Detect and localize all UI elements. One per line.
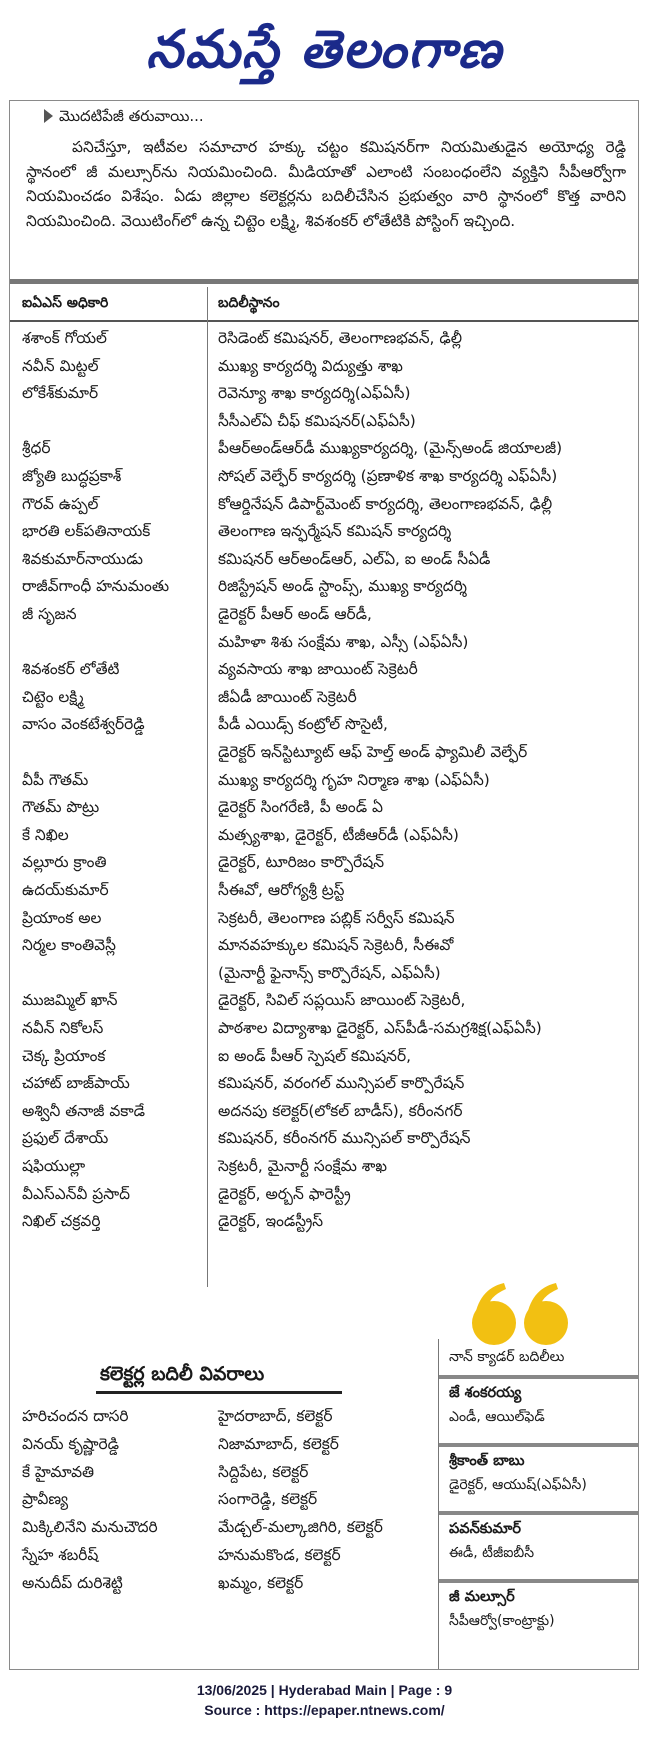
officer-post: కమిషనర్, వరంగల్ మున్సిపల్ కార్పొరేషన్: [218, 1074, 465, 1093]
officer-name: వల్లూరు క్రాంతి: [22, 853, 107, 872]
non-cadre-post: సీపీఆర్వో(కాంట్రాక్టు): [449, 1613, 555, 1629]
officer-name: ముజమ్మిల్ ఖాన్: [22, 991, 118, 1010]
table-top-rule: [10, 279, 639, 284]
masthead: [0, 0, 649, 100]
collector-name: మిక్కిలినేని మనుచౌదరి: [22, 1518, 158, 1537]
officer-name: గౌతమ్ పొట్రు: [22, 798, 100, 817]
officer-post: రెసిడెంట్ కమిషనర్, తెలంగాణభవన్, ఢిల్లీ: [218, 329, 462, 347]
table-header-rule: [10, 320, 639, 322]
arrow-right-icon: [44, 109, 53, 123]
header-officer: ఐఏఎస్ అధికారి: [22, 295, 109, 311]
officer-post: డైరెక్టర్, ఇండస్ట్రీస్: [218, 1212, 324, 1231]
separator: [439, 1375, 639, 1379]
header-post: బదిలీస్థానం: [218, 295, 280, 311]
non-cadre-post: ఎండీ, ఆయిల్‌ఫెడ్: [449, 1409, 545, 1425]
officer-post: జీఏడీ జాయింట్ సెక్రెటరీ: [218, 687, 357, 706]
officer-post: సెక్రటరీ, తెలంగాణ పబ్లిక్ సర్వీస్ కమిషన్: [218, 908, 455, 927]
officer-name: శివశంకర్ లోతేటి: [22, 660, 120, 679]
officer-name: నిర్మల కాంతివెస్లీ: [22, 936, 116, 955]
officer-name: శ్రీధర్: [22, 439, 51, 458]
officer-post: డైరెక్టర్, అర్బన్ ఫారెస్ట్రీ: [218, 1184, 351, 1203]
table-header: [10, 287, 639, 319]
officer-name: జ్యోతి బుద్ధప్రకాశ్: [22, 467, 122, 485]
officer-name: భారతి లక్‌పతినాయక్: [22, 522, 151, 541]
officer-name: చెక్క ప్రియాంక: [22, 1046, 106, 1065]
collector-name: హరిచందన దాసరి: [22, 1407, 129, 1425]
officer-name: నవీన్ మిట్టల్: [22, 356, 99, 375]
separator: [439, 1443, 639, 1447]
news-clipping: [9, 100, 639, 1670]
officer-post: డైరెక్టర్, సివిల్ సప్లయిస్ జాయింట్ సెక్రెటరీ,: [218, 991, 466, 1010]
collector-post: హనుమకొండ, కలెక్టర్: [218, 1546, 341, 1564]
non-cadre-name: జే శంకరయ్య: [449, 1385, 522, 1401]
officer-name: కే నిఖిల: [22, 825, 69, 844]
non-cadre-name: శ్రీకాంత్ బాబు: [449, 1453, 525, 1469]
collector-name: ప్రావీణ్య: [22, 1490, 69, 1509]
collector-post: మేడ్చల్-మల్కాజిగిరి, కలెక్టర్: [218, 1518, 383, 1537]
officer-name: ప్రియాంక అల: [22, 908, 102, 927]
non-cadre-title: నాన్ క్యాడర్ బదిలీలు: [449, 1349, 565, 1365]
collector-post: సంగారెడ్డి, కలెక్టర్: [218, 1490, 318, 1509]
officer-name: గౌరవ్ ఉప్పల్: [22, 494, 99, 513]
officer-post: పాఠశాల విద్యాశాఖ డైరెక్టర్, ఎస్‌పీడీ-సమగ్రశిక్ష(ఎఫ్ఏసీ): [218, 1019, 542, 1037]
officer-post: డైరెక్టర్ పీఆర్ అండ్ ఆర్‌డీ,: [218, 605, 372, 623]
continued-text: మొదటిపేజీ తరువాయి...: [59, 107, 204, 125]
separator: [439, 1511, 639, 1515]
newspaper-title: నమస్తే తెలంగాణ: [146, 19, 503, 80]
non-cadre-post: డైరెక్టర్, ఆయుష్(ఎఫ్ఏసీ): [449, 1477, 587, 1493]
officer-name: నిఖిల్ చక్రవర్తి: [22, 1212, 101, 1231]
officer-post: సీసీఎల్ఏ చీఫ్ కమిషనర్(ఎఫ్ఏసీ): [218, 411, 416, 430]
officer-post: రెవెన్యూ శాఖ కార్యదర్శి(ఎఫ్ఏసీ): [218, 384, 411, 403]
officer-post: డైరెక్టర్ ఇన్‌స్టిట్యూట్ ఆఫ్ హెల్త్ అండ్ ఫ్యామిలీ వెల్ఫేర్: [218, 743, 528, 761]
continued-label: [44, 107, 204, 129]
officer-post: సీఈవో, ఆరోగ్యశ్రీ ట్రస్ట్: [218, 881, 345, 899]
collector-name: అనుదీప్ దురిశెట్టి: [22, 1573, 123, 1592]
officer-name: ఉదయ్‌కుమార్: [22, 881, 109, 899]
officer-name: షఫియుల్లా: [22, 1157, 86, 1175]
officer-name: శివకుమార్‌నాయుడు: [22, 549, 143, 568]
footer: [0, 1680, 649, 1720]
officer-post: సోషల్ వెల్ఫేర్ కార్యదర్శి (ప్రణాళిక శాఖ కార్యదర్శి ఎఫ్ఏసీ): [218, 467, 558, 485]
officer-name: శశాంక్ గోయల్: [22, 329, 107, 347]
officer-post: కమిషనర్ ఆర్అండ్ఆర్, ఎల్ఏ, ఐ అండ్ సీఏడీ: [218, 549, 491, 568]
officer-name: జీ సృజన: [22, 605, 77, 623]
officer-post: మత్స్యశాఖ, డైరెక్టర్, టీజీఆర్‌డీ (ఎఫ్ఏసీ): [218, 825, 459, 844]
officer-post: కమిషనర్, కరీంనగర్ మున్సిపల్ కార్పొరేషన్: [218, 1129, 471, 1148]
collectors-title-underline: [96, 1391, 342, 1394]
officer-post: (మైనార్టీ ఫైనాన్స్ కార్పొరేషన్, ఎఫ్ఏసీ): [218, 963, 441, 982]
separator: [439, 1579, 639, 1583]
collector-name: స్నేహ శబరీష్: [22, 1546, 99, 1564]
non-cadre-box: [438, 1339, 639, 1670]
officer-post: పీడీ ఎయిడ్స్ కంట్రోల్ సొసైటీ,: [218, 715, 388, 734]
footer-source-line: Source : https://epaper.ntnews.com/: [204, 1702, 445, 1718]
officer-name: వీఎస్ఎన్‌వీ ప్రసాద్: [22, 1184, 130, 1203]
non-cadre-name: పవన్‌కుమార్: [449, 1521, 521, 1537]
collectors-title: కలెక్టర్ల బదిలీ వివరాలు: [100, 1363, 265, 1385]
officer-post: తెలంగాణ ఇన్ఫర్మేషన్ కమిషన్ కార్యదర్శి: [218, 522, 452, 541]
collector-post: హైదరాబాద్, కలెక్టర్: [218, 1407, 333, 1425]
officer-post: డైరెక్టర్, టూరిజం కార్పొరేషన్: [218, 853, 385, 872]
collector-name: వినయ్ కృష్ణారెడ్డి: [22, 1434, 120, 1453]
officer-post: ముఖ్య కార్యదర్శి గృహ నిర్మాణ శాఖ (ఎఫ్ఏసీ): [218, 770, 490, 789]
officer-post: వ్యవసాయ శాఖ జాయింట్ సెక్రెటరీ: [218, 660, 418, 679]
collector-name: కే హైమావతి: [22, 1462, 95, 1481]
officer-name: వాసం వెంకటేశ్వర్‌రెడ్డి: [22, 715, 145, 734]
officer-name: చహాట్ బాజ్‌పాయ్: [22, 1074, 130, 1093]
officer-name: అశ్వినీ తనాజీ వకాడే: [22, 1101, 145, 1120]
officer-name: వీపీ గౌతమ్: [22, 770, 89, 789]
column-divider: [207, 287, 208, 1287]
intro-paragraph: పనిచేస్తూ, ఇటీవల సమాచార హక్కు చట్టం కమిషనర్‌గా నియమితుడైన అయోధ్య రెడ్డి స్థానంలో జీ మల్సూర్‌ను నియమించింది. మీడియాతో ఎలాంటి సంబంధంలేని వ్యక్తిని సీపీఆర్వోగా నియమించడం విశేషం. ఏడు జిల్లాల కలెక్టర్లను బదిలీచేసిన ప్రభుత్వం వారి స్థానంలో కొత్త వారిని నియమించింది. వెయిటింగ్‌లో ఉన్న చిట్టెం లక్ష్మి, శివశంకర్ లోతేటికి పోస్టింగ్ ఇచ్చింది.: [26, 138, 626, 230]
officer-name: ప్రఫుల్ దేశాయ్: [22, 1129, 109, 1148]
officer-post: రిజిస్ట్రేషన్ అండ్ స్టాంప్స్, ముఖ్య కార్యదర్శి: [218, 577, 467, 596]
officer-name: రాజీవ్‌గాంధీ హనుమంతు: [22, 577, 170, 596]
officer-post: కోఆర్డినేషన్ డిపార్ట్‌మెంట్ కార్యదర్శి, తెలంగాణభవన్, ఢిల్లీ: [218, 494, 553, 513]
collector-post: నిజామాబాద్, కలెక్టర్: [218, 1434, 339, 1453]
collector-post: ఖమ్మం, కలెక్టర్: [218, 1573, 304, 1592]
officer-name: చిట్టెం లక్ష్మి: [22, 687, 84, 706]
officer-post: ఐ అండ్ పీఆర్ స్పెషల్ కమిషనర్,: [218, 1046, 411, 1065]
officer-post: మానవహక్కుల కమిషన్ సెక్రెటరీ, సీఈవో: [218, 936, 454, 955]
non-cadre-name: జీ మల్సూర్: [449, 1589, 515, 1605]
officer-post: డైరెక్టర్ సింగరేణి, పీ అండ్ ఏ: [218, 798, 383, 817]
officer-name: లోకేశ్‌కుమార్: [22, 384, 99, 403]
collector-post: సిద్దిపేట, కలెక్టర్: [218, 1462, 309, 1481]
non-cadre-post: ఈడీ, టీజీఐబీసీ: [449, 1545, 535, 1561]
officer-post: పీఆర్అండ్ఆర్‌డీ ముఖ్యకార్యదర్శి, (మైన్స్అండ్ జియాలజీ): [218, 439, 563, 458]
officer-post: అదనపు కలెక్టర్(లోకల్ బాడీస్), కరీంనగర్: [218, 1101, 463, 1120]
officer-post: ముఖ్య కార్యదర్శి విద్యుత్తు శాఖ: [218, 356, 403, 375]
footer-date-line: 13/06/2025 | Hyderabad Main | Page : 9: [196, 1682, 453, 1698]
officer-post: మహిళా శిశు సంక్షేమ శాఖ, ఎస్సీ (ఎఫ్ఏసీ): [218, 632, 469, 651]
officer-name: నవీన్ నికోలస్: [22, 1019, 104, 1037]
officer-post: సెక్రటరీ, మైనార్టీ సంక్షేమ శాఖ: [218, 1157, 387, 1175]
